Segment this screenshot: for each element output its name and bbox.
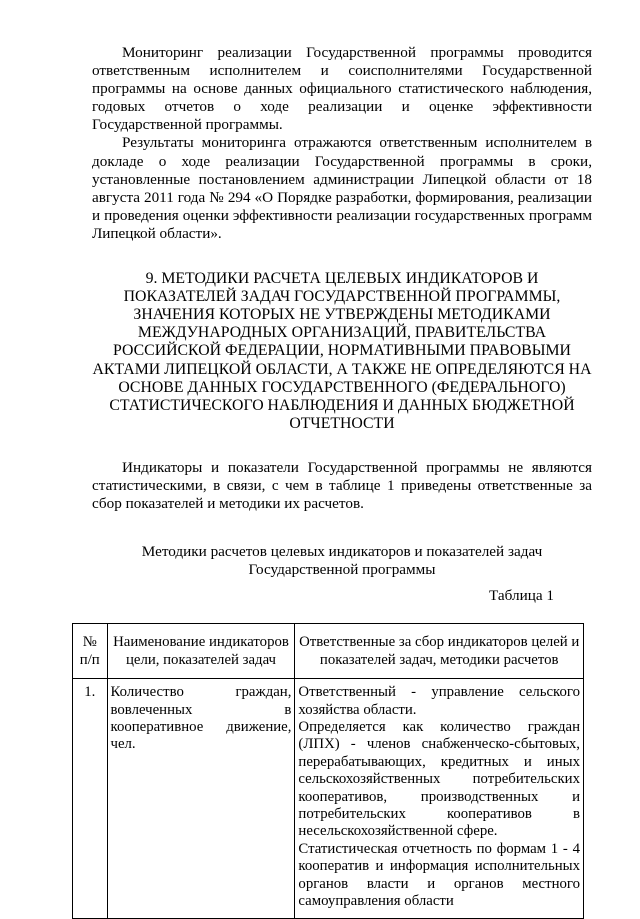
row-indicator-name: Количество граждан, вовлеченных в кооперативное движение, чел. — [107, 679, 295, 919]
header-methodology: Ответственные за сбор индикаторов целей и показателей задач, методики расчетов — [295, 624, 584, 679]
table-row — [73, 679, 584, 919]
row-methodology — [295, 679, 584, 919]
table-header-row — [73, 624, 584, 679]
document-page — [79, 44, 592, 919]
section-heading: 9. МЕТОДИКИ РАСЧЕТА ЦЕЛЕВЫХ ИНДИКАТОРОВ И ПОКАЗАТЕЛЕЙ ЗАДАЧ ГОСУДАРСТВЕННОЙ ПРОГРАММЫ, ЗНАЧЕНИЯ КОТОРЫХ НЕ УТВЕРЖДЕНЫ МЕТОДИКАМИ МЕЖДУНАРОДНЫХ ОРГАНИЗАЦИЙ, ПРАВИТЕЛЬСТВА РОССИЙСКОЙ ФЕДЕРАЦИИ, НОРМАТИВНЫМИ ПРАВОВЫМИ АКТАМИ ЛИПЕЦКОЙ ОБЛАСТИ, А ТАКЖЕ НЕ ОПРЕДЕЛЯЮТСЯ НА ОСНОВЕ ДАННЫХ ГОСУДАРСТВЕННОГО (ФЕДЕРАЛЬНОГО) СТАТИСТИЧЕСКОГО НАБЛЮДЕНИЯ И ДАННЫХ БЮДЖЕТНОЙ ОТЧЕТНОСТИ — [92, 270, 592, 432]
methods-table — [72, 623, 584, 919]
table-number-label: Таблица 1 — [489, 587, 554, 605]
header-number-abbrev: п/п — [79, 651, 100, 668]
paragraph-monitoring: Мониторинг реализации Государственной программы проводится ответственным исполнителем и соисполнителями Государственной программы на основе данных официального статистического наблюдения, годовых отчетов о ходе реализации и оценке эффективности Государственной программы. — [92, 44, 592, 134]
methodology-source: Статистическая отчетность по формам 1 - 4 кооператив и информация исполнительных органов власти и органов местного самоуправления области — [298, 840, 580, 910]
methodology-responsible: Ответственный - управление сельского хозяйства области. — [298, 684, 580, 718]
table-caption-line1: Методики расчетов целевых индикаторов и показателей задач — [141, 543, 543, 561]
header-indicator-name: Наименование индикаторов цели, показателей задач — [107, 624, 295, 679]
header-number — [73, 624, 108, 679]
table-caption — [92, 543, 592, 579]
row-number: 1. — [73, 679, 108, 919]
table-caption-line2: Государственной программы — [248, 561, 436, 579]
paragraph-monitoring-results: Результаты мониторинга отражаются ответственным исполнителем в докладе о ходе реализации Государственной программы в сроки, установленные постановлением администрации Липецкой области от 18 августа 2011 года № 294 «О Порядке разработки, формирования, реализации и проведения оценки эффективности реализации государственных программ Липецкой области». — [92, 134, 592, 242]
header-number-symbol: № — [82, 634, 97, 651]
paragraph-indicators: Индикаторы и показатели Государственной программы не являются статистическими, в связи, с чем в таблице 1 приведены ответственные за сбор показателей и методики их расчетов. — [92, 458, 592, 513]
methodology-definition: Определяется как количество граждан (ЛПХ) - членов снабженческо-сбытовых, перерабатывающих, кредитных и иных сельскохозяйственных потребительских кооперативов, производственных и потребительских кооперативов в несельскохозяйственной сфере. — [298, 718, 580, 840]
